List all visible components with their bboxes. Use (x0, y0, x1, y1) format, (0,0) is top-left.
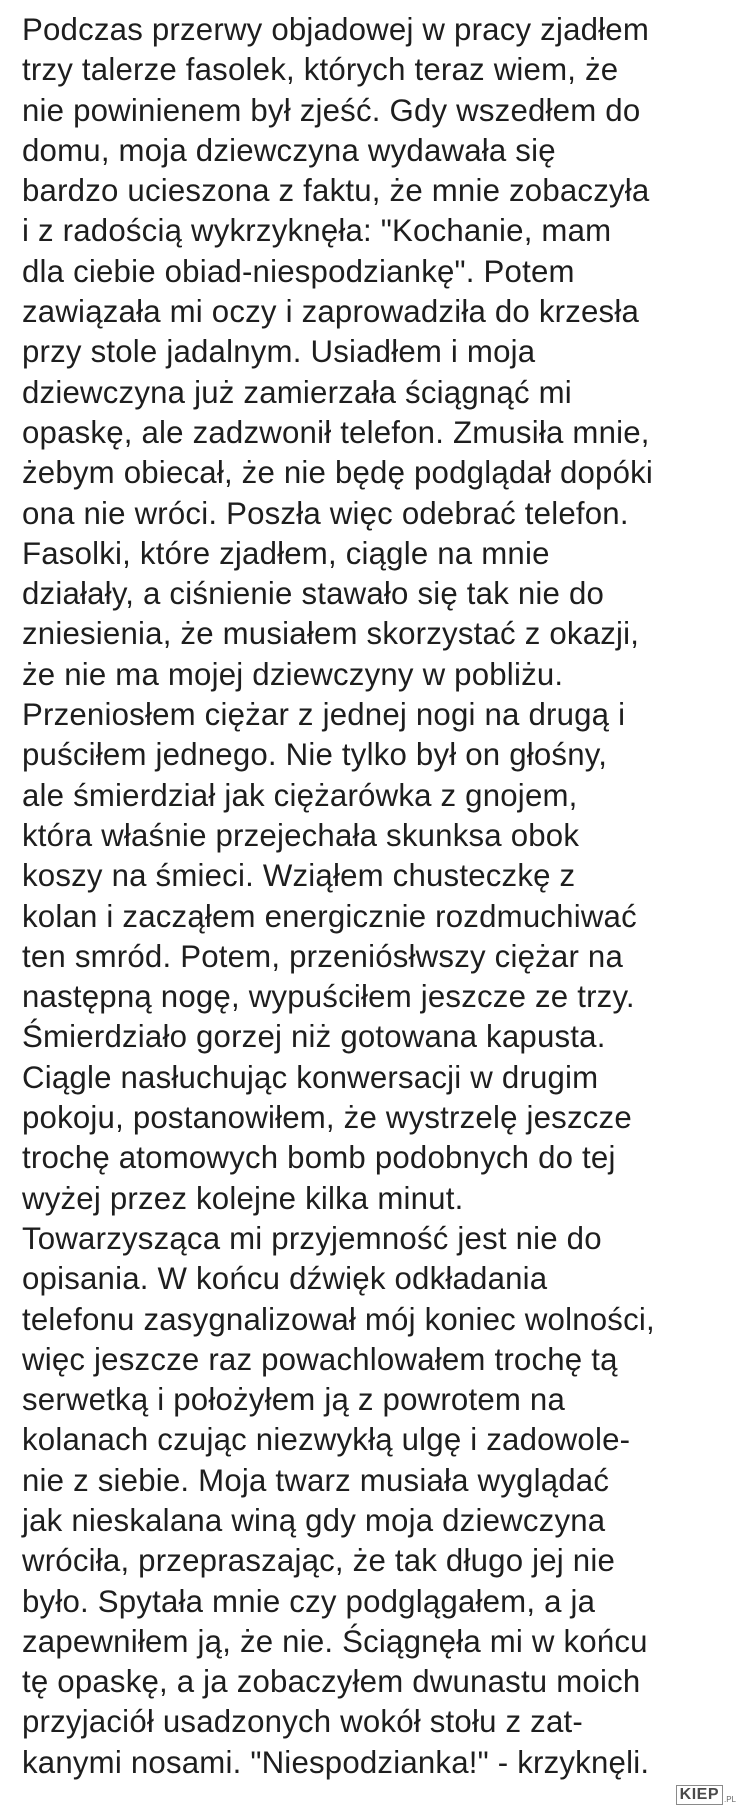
story-line: trochę atomowych bomb podobnych do tej (22, 1140, 616, 1176)
story-line: Podczas przerwy objadowej w pracy zjadłem (22, 12, 650, 47)
story-line: Śmierdziało gorzej niż gotowana kapusta. (22, 1019, 606, 1055)
story-line: następną nogę, wypuściłem jeszcze ze trzy. (22, 979, 635, 1015)
story-line: jak nieskalana winą gdy moja dziewczyna (22, 1502, 606, 1538)
story-line: kolanach czując niezwykłą ulgę i zadowole- (22, 1422, 631, 1458)
story-line: zniesienia, że musiałem skorzystać z okazji, (22, 616, 640, 652)
watermark-sub-text: .PL (723, 1795, 736, 1804)
story-line: działały, a ciśnienie stawało się tak nie do (22, 576, 605, 612)
story-line: Przeniosłem ciężar z jednej nogi na drugą i (22, 697, 626, 733)
story-line: opisania. W końcu dźwięk odkładania (22, 1261, 548, 1297)
story-line: opaskę, ale zadzwonił telefon. Zmusiła mnie, (22, 414, 650, 450)
story-line: nie z siebie. Moja twarz musiała wyglądać (22, 1462, 610, 1498)
story-line: ale śmierdział jak ciężarówka z gnojem, (22, 777, 578, 813)
story-line: Fasolki, które zjadłem, ciągle na mnie (22, 535, 550, 571)
story-line: dla ciebie obiad-niespodziankę". Potem (22, 253, 575, 289)
story-line: ona nie wróci. Poszła więc odebrać telefon. (22, 495, 629, 531)
story-line: nie powinienem był zjeść. Gdy wszedłem do (22, 92, 641, 128)
story-line: Towarzysząca mi przyjemność jest nie do (22, 1220, 602, 1256)
story-line: dziewczyna już zamierzała ściągnąć mi (22, 374, 572, 410)
story-text (22, 10, 742, 1783)
story-line: wyżej przez kolejne kilka minut. (22, 1180, 464, 1216)
story-line: puściłem jednego. Nie tylko był on głośny, (22, 737, 608, 773)
watermark-main-text: KIEP (676, 1785, 723, 1805)
story-line: ten smród. Potem, przeniósłwszy ciężar na (22, 938, 623, 974)
story-line: telefonu zasygnalizował mój koniec wolności, (22, 1301, 655, 1337)
story-line: było. Spytała mnie czy podglągałem, a ja (22, 1583, 596, 1619)
story-line: która właśnie przejechała skunksa obok (22, 817, 580, 853)
story-line: bardzo ucieszona z faktu, że mnie zobaczyła (22, 173, 650, 209)
kiep-watermark-logo (676, 1785, 736, 1805)
story-line: kolan i zacząłem energicznie rozdmuchiwać (22, 898, 637, 934)
story-line: przy stole jadalnym. Usiadłem i moja (22, 334, 536, 370)
story-line: tę opaskę, a ja zobaczyłem dwunastu moich (22, 1664, 641, 1700)
story-line: serwetką i położyłem ją z powrotem na (22, 1382, 566, 1418)
story-line: przyjaciół usadzonych wokół stołu z zat- (22, 1704, 583, 1740)
story-line: wróciła, przepraszając, że tak długo jej nie (22, 1543, 615, 1579)
story-line: że nie ma mojej dziewczyny w pobliżu. (22, 656, 564, 692)
story-line: więc jeszcze raz powachlowałem trochę tą (22, 1341, 618, 1377)
story-line: pokoju, postanowiłem, że wystrzelę jeszcze (22, 1100, 632, 1136)
story-line: domu, moja dziewczyna wydawała się (22, 132, 556, 168)
story-line: koszy na śmieci. Wziąłem chusteczkę z (22, 858, 576, 894)
story-line: zapewniłem ją, że nie. Ściągnęła mi w końcu (22, 1623, 648, 1659)
story-line: kanymi nosami. "Niespodzianka!" - krzyknęli. (22, 1744, 650, 1780)
story-line: trzy talerze fasolek, których teraz wiem, że (22, 52, 619, 88)
story-line: Ciągle nasłuchując konwersacji w drugim (22, 1059, 599, 1095)
story-line: żebym obiecał, że nie będę podglądał dopóki (22, 455, 654, 491)
story-line: zawiązała mi oczy i zaprowadziła do krzesła (22, 294, 639, 330)
story-line: i z radością wykrzyknęła: "Kochanie, mam (22, 213, 612, 249)
